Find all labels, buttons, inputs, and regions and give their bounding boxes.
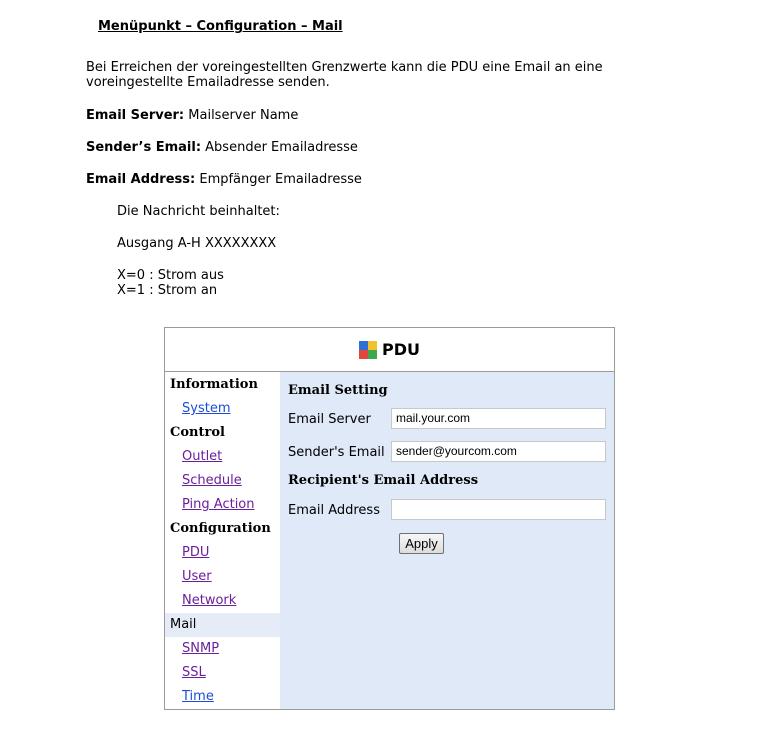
sidebar-item-network[interactable]: Network (182, 593, 237, 608)
apply-button[interactable]: Apply (399, 533, 444, 554)
section-email-setting: Email Setting (288, 383, 388, 398)
sidebar-item-ping-action[interactable]: Ping Action (182, 497, 255, 512)
sidebar-item-schedule[interactable]: Schedule (182, 473, 242, 488)
email-address-label: Email Address (288, 503, 380, 518)
field-term: Email Server: (86, 108, 185, 123)
message-format: Ausgang A-H XXXXXXXX (117, 236, 277, 251)
legend-line-0: X=0 : Strom aus (117, 268, 224, 283)
field-term: Sender’s Email: (86, 140, 202, 155)
field-email-server (86, 108, 298, 123)
field-desc: Empfänger Emailadresse (195, 172, 362, 187)
email-address-input[interactable] (391, 499, 606, 520)
sender-email-input[interactable]: sender@yourcom.com (391, 441, 606, 462)
field-email-address (86, 172, 362, 187)
page-title: Menüpunkt – Configuration – Mail (98, 19, 343, 34)
intro-line-2: voreingestellte Emailadresse senden. (86, 75, 330, 90)
sidebar-section-configuration: Configuration (170, 521, 271, 536)
section-recipient: Recipient's Email Address (288, 473, 479, 488)
pdu-logo-icon (359, 341, 377, 359)
message-intro: Die Nachricht beinhaltet: (117, 204, 280, 219)
email-server-input[interactable]: mail.your.com (391, 408, 606, 429)
sidebar-item-user[interactable]: User (182, 569, 212, 584)
pdu-header (165, 328, 614, 372)
field-desc: Absender Emailadresse (201, 140, 358, 155)
sidebar-item-pdu[interactable]: PDU (182, 545, 210, 560)
field-sender-email (86, 140, 358, 155)
field-desc: Mailserver Name (184, 108, 299, 123)
sidebar-item-snmp[interactable]: SNMP (182, 641, 220, 656)
sidebar-item-time[interactable]: Time (182, 689, 214, 704)
sidebar-item-system[interactable]: System (182, 401, 231, 416)
pdu-content (280, 372, 614, 709)
pdu-sidebar (165, 372, 280, 709)
sidebar-section-information: Information (170, 377, 258, 392)
pdu-title: PDU (382, 340, 420, 359)
field-term: Email Address: (86, 172, 196, 187)
email-server-label: Email Server (288, 412, 371, 427)
sender-email-label: Sender's Email (288, 445, 385, 460)
legend-line-1: X=1 : Strom an (117, 283, 218, 298)
sidebar-section-control: Control (170, 425, 225, 440)
intro-line-1: Bei Erreichen der voreingestellten Grenzwerte kann die PDU eine Email an eine (86, 60, 603, 75)
sidebar-item-ssl[interactable]: SSL (182, 665, 206, 680)
sidebar-item-outlet[interactable]: Outlet (182, 449, 223, 464)
pdu-screenshot (164, 327, 615, 710)
sidebar-item-mail[interactable]: Mail (165, 613, 285, 637)
